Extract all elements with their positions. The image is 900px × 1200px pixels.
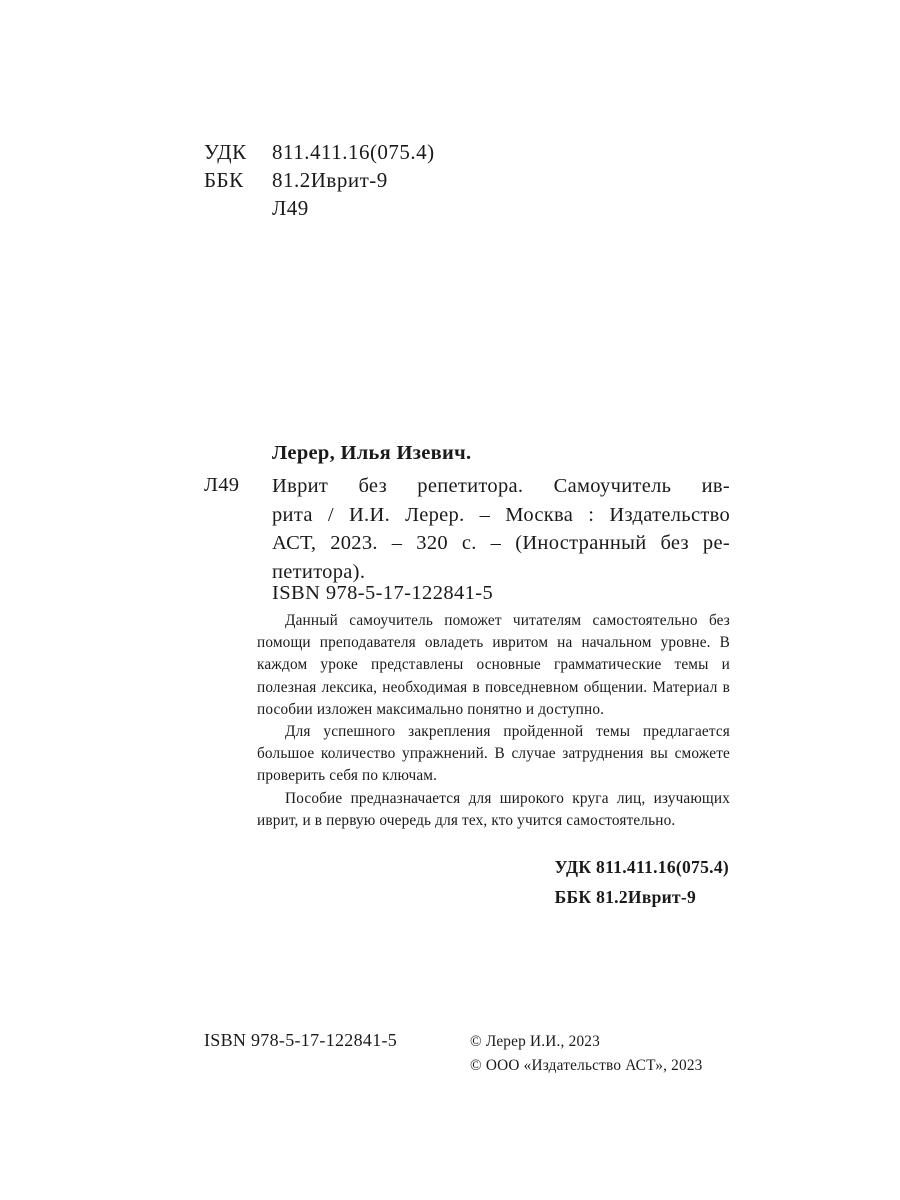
- copyright-block: [470, 1030, 703, 1078]
- abstract-paragraph: Для успешного закрепления пройденной темы предлагается большое количество упражнений. В случае затруднения вы сможете проверить себя по ключам.: [257, 723, 730, 785]
- description-line: рита / И.И. Лерер. – Москва : Издательство: [272, 503, 730, 526]
- bottom-codes: [555, 852, 729, 912]
- isbn-footer: ISBN 978-5-17-122841-5: [204, 1030, 398, 1050]
- bottom-udk: УДК 811.411.16(075.4): [554, 857, 729, 877]
- description-line: петитора).: [272, 560, 366, 583]
- description-line: Иврит без репетитора. Самоучитель ив-: [272, 475, 730, 497]
- bottom-bbk: ББК 81.2Иврит-9: [554, 887, 697, 907]
- author-code: Л49: [272, 196, 309, 220]
- copyright-author: © Лерер И.И., 2023: [470, 1033, 601, 1050]
- abstract-paragraph: Данный самоучитель поможет читателям самостоятельно без помощи преподавателя овладеть ивритом на начальном уровне. В каждом уроке представлены основные грамматические темы и полезная лексика, необходимая в повседневном общении. Материал в пособии изложен максимально понятно и доступно.: [257, 612, 730, 718]
- copyright-publisher: © ООО «Издательство АСТ», 2023: [470, 1057, 703, 1074]
- author-name: Лерер, Илья Изевич.: [272, 442, 472, 464]
- isbn-main: ISBN 978-5-17-122841-5: [272, 582, 494, 604]
- abstract-paragraph: Пособие предназначается для широкого круга лиц, изучающих иврит, и в первую очередь для тех, кто учится самостоятельно.: [257, 789, 730, 829]
- bibliographic-description: [272, 472, 730, 586]
- udk-value: 811.411.16(075.4): [272, 140, 435, 164]
- description-line: АСТ, 2023. – 320 с. – (Иностранный без ре-: [272, 532, 730, 554]
- udk-label: УДК: [204, 140, 247, 164]
- bbk-label: ББК: [204, 168, 244, 192]
- author-code-left: Л49: [204, 474, 240, 496]
- abstract: [257, 610, 730, 832]
- bbk-value: 81.2Иврит-9: [272, 168, 388, 192]
